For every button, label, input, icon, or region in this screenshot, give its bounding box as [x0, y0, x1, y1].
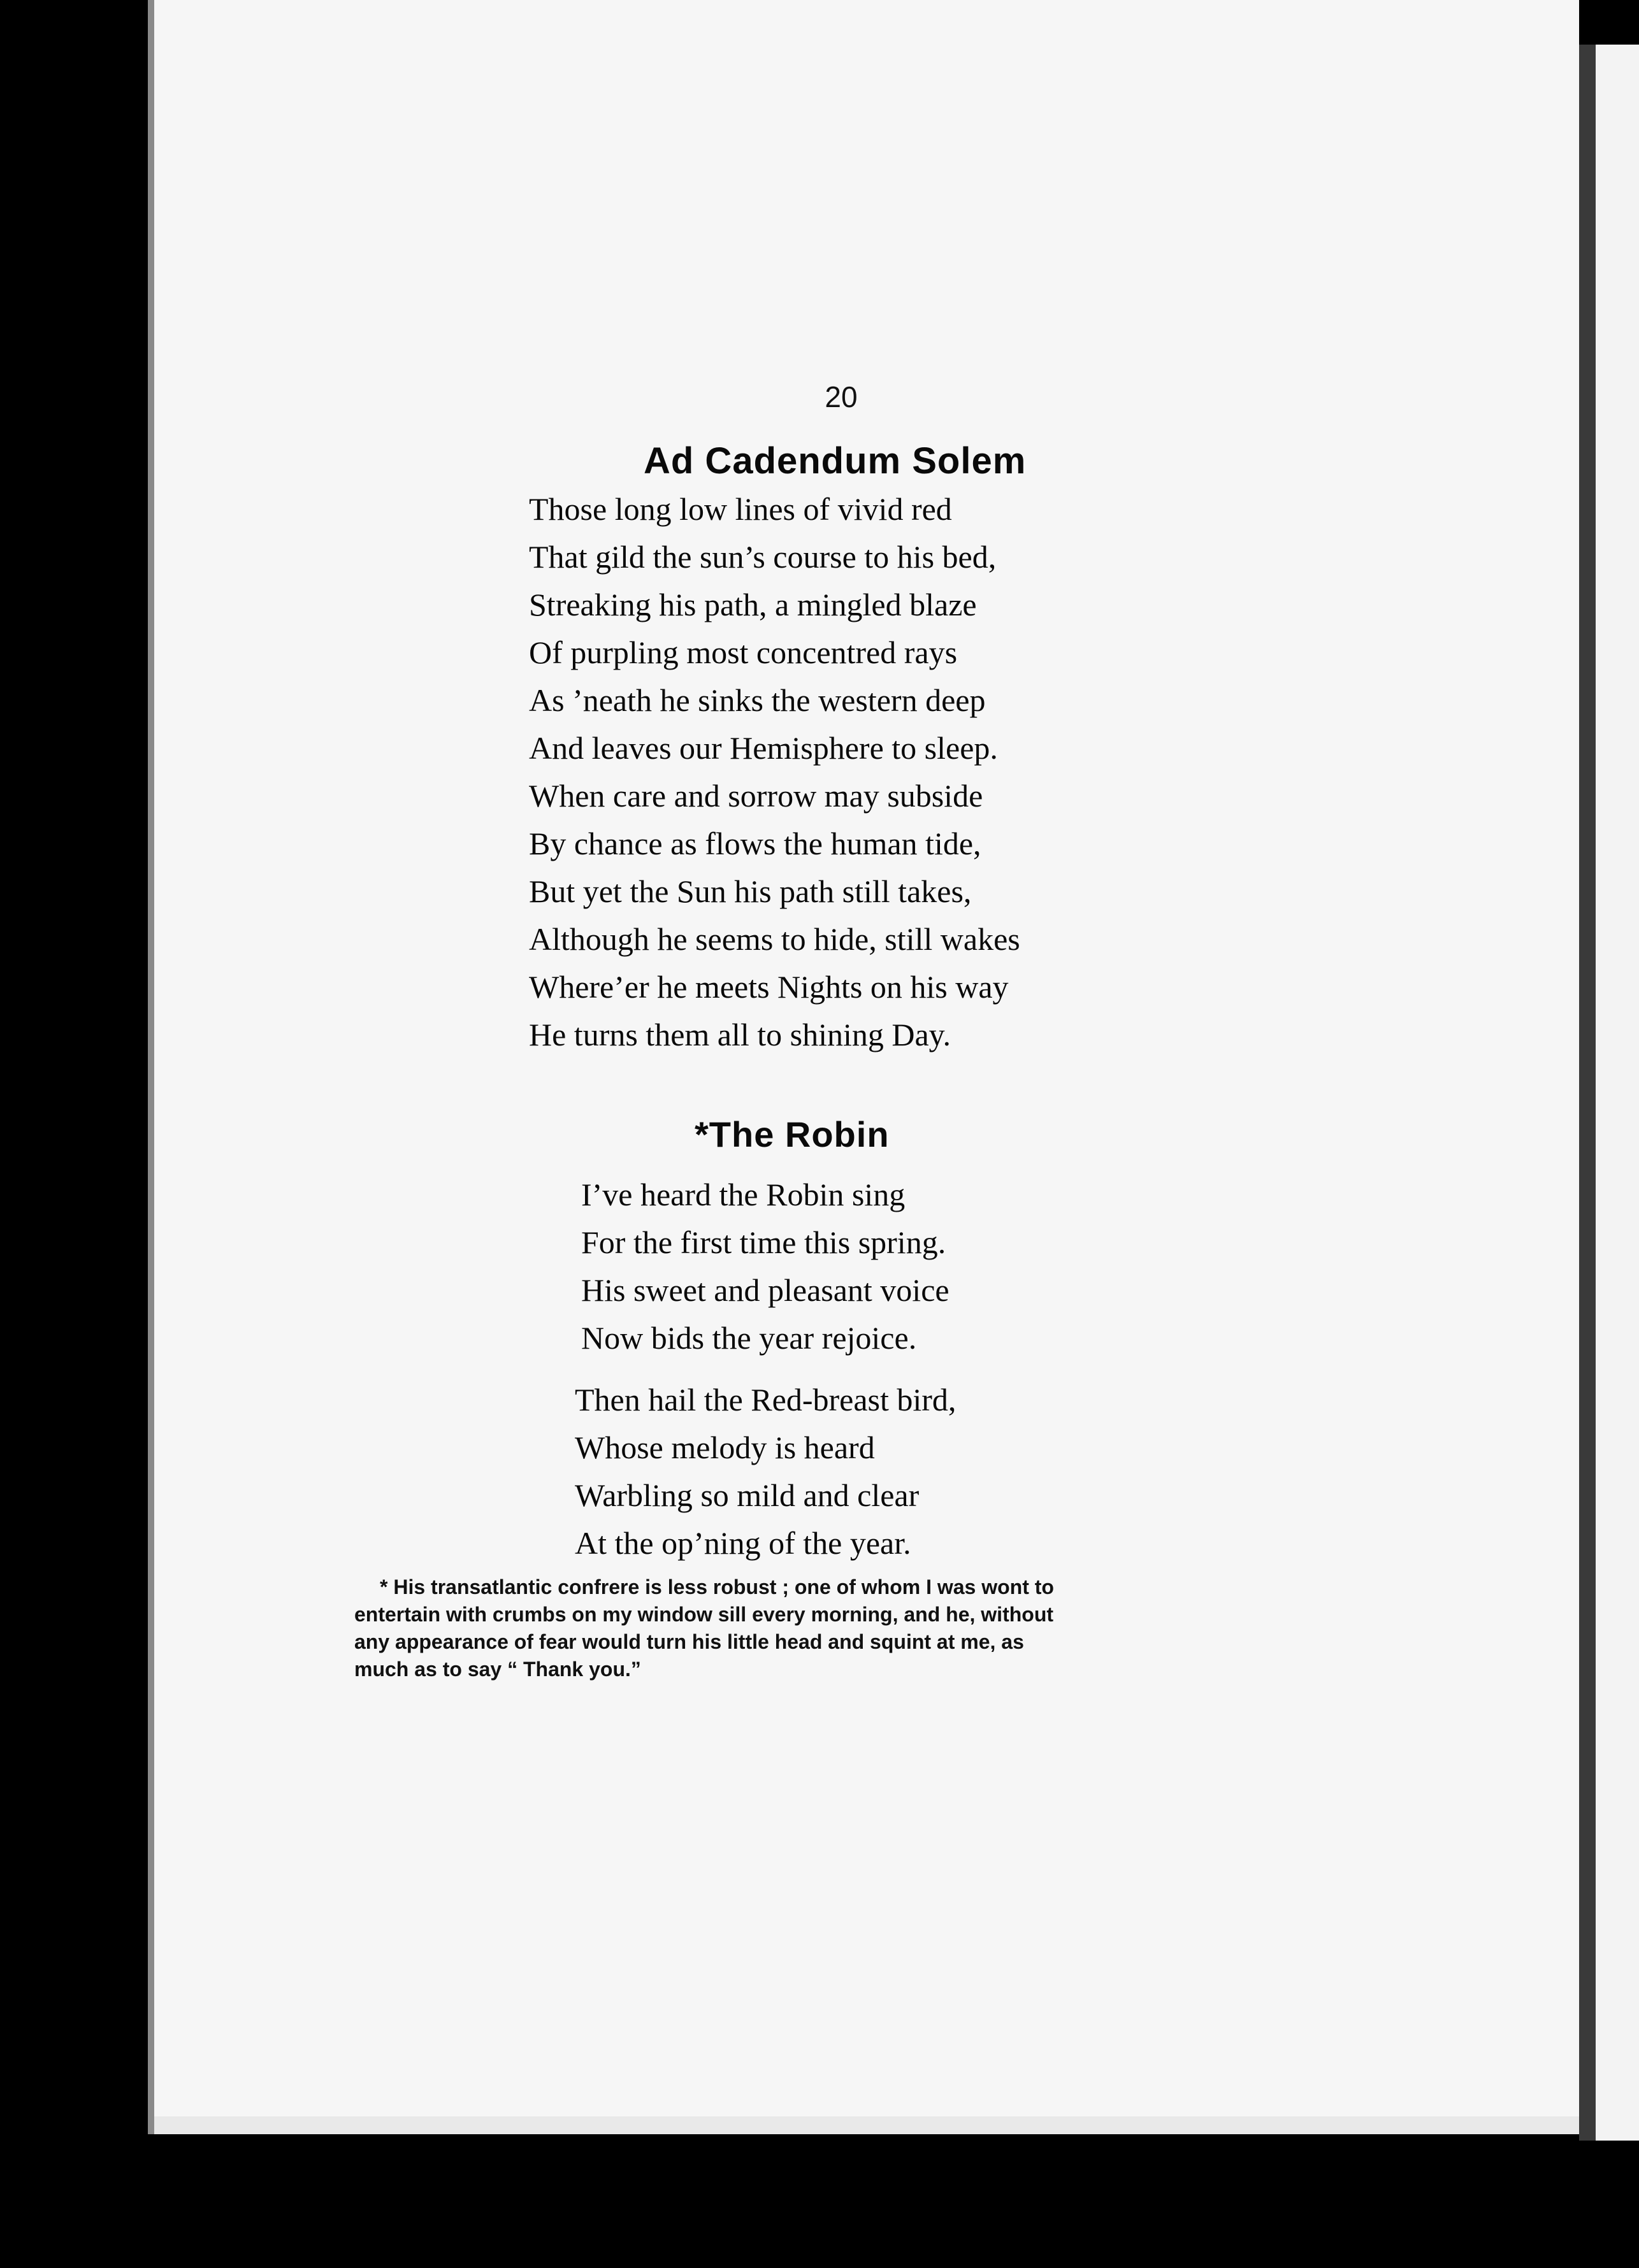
right-page-edge	[1579, 45, 1596, 2141]
verse-line: I’ve heard the Robin sing	[581, 1177, 906, 1212]
verse-line: When care and sorrow may subside	[529, 778, 983, 814]
verse-line: Those long low lines of vivid red	[529, 491, 952, 527]
verse-line: At the op’ning of the year.	[575, 1525, 911, 1561]
poem-ad-cadendum-solem-lines	[529, 485, 1020, 1059]
poem-title-ad-cadendum-solem: Ad Cadendum Solem	[644, 440, 1027, 482]
verse-line: Whose melody is heard	[575, 1430, 875, 1465]
footnote-line: entertain with crumbs on my window sill every morning, and he, without	[354, 1603, 1054, 1626]
verse-line: And leaves our Hemisphere to sleep.	[529, 730, 998, 766]
verse-line: For the first time this spring.	[581, 1224, 946, 1260]
verse-line: Now bids the year rejoice.	[581, 1320, 917, 1356]
verse-line: As ’neath he sinks the western deep	[529, 682, 986, 718]
verse-line: His sweet and pleasant voice	[581, 1272, 949, 1308]
left-page	[148, 0, 1579, 2134]
verse-line: But yet the Sun his path still takes,	[529, 873, 972, 909]
page-number: 20	[825, 380, 858, 413]
verse-line: Although he seems to hide, still wakes	[529, 921, 1020, 957]
poem-title-the-robin: *The Robin	[695, 1114, 890, 1154]
left-page-edge	[148, 0, 154, 2134]
verse-line: Streaking his path, a mingled blaze	[529, 587, 977, 622]
verse-line: That gild the sun’s course to his bed,	[529, 539, 997, 575]
verse-line: Of purpling most concentred rays	[529, 635, 958, 670]
footnote	[354, 1574, 1234, 1683]
verse-line: Warbling so mild and clear	[575, 1477, 920, 1513]
footnote-line: any appearance of fear would turn his little head and squint at me, as	[354, 1630, 1024, 1653]
footnote-line: much as to say “ Thank you.”	[354, 1658, 641, 1681]
poem-the-robin-stanza-2	[575, 1376, 956, 1567]
poem-the-robin-stanza-1	[581, 1171, 949, 1362]
verse-line: He turns them all to shining Day.	[529, 1017, 951, 1052]
verse-line: By chance as flows the human tide,	[529, 826, 981, 861]
verse-line: Where’er he meets Nights on his way	[529, 969, 1009, 1005]
footnote-line: * His transatlantic confrere is less robust ; one of whom I was wont to	[380, 1575, 1054, 1598]
verse-line: Then hail the Red-breast bird,	[575, 1382, 957, 1418]
